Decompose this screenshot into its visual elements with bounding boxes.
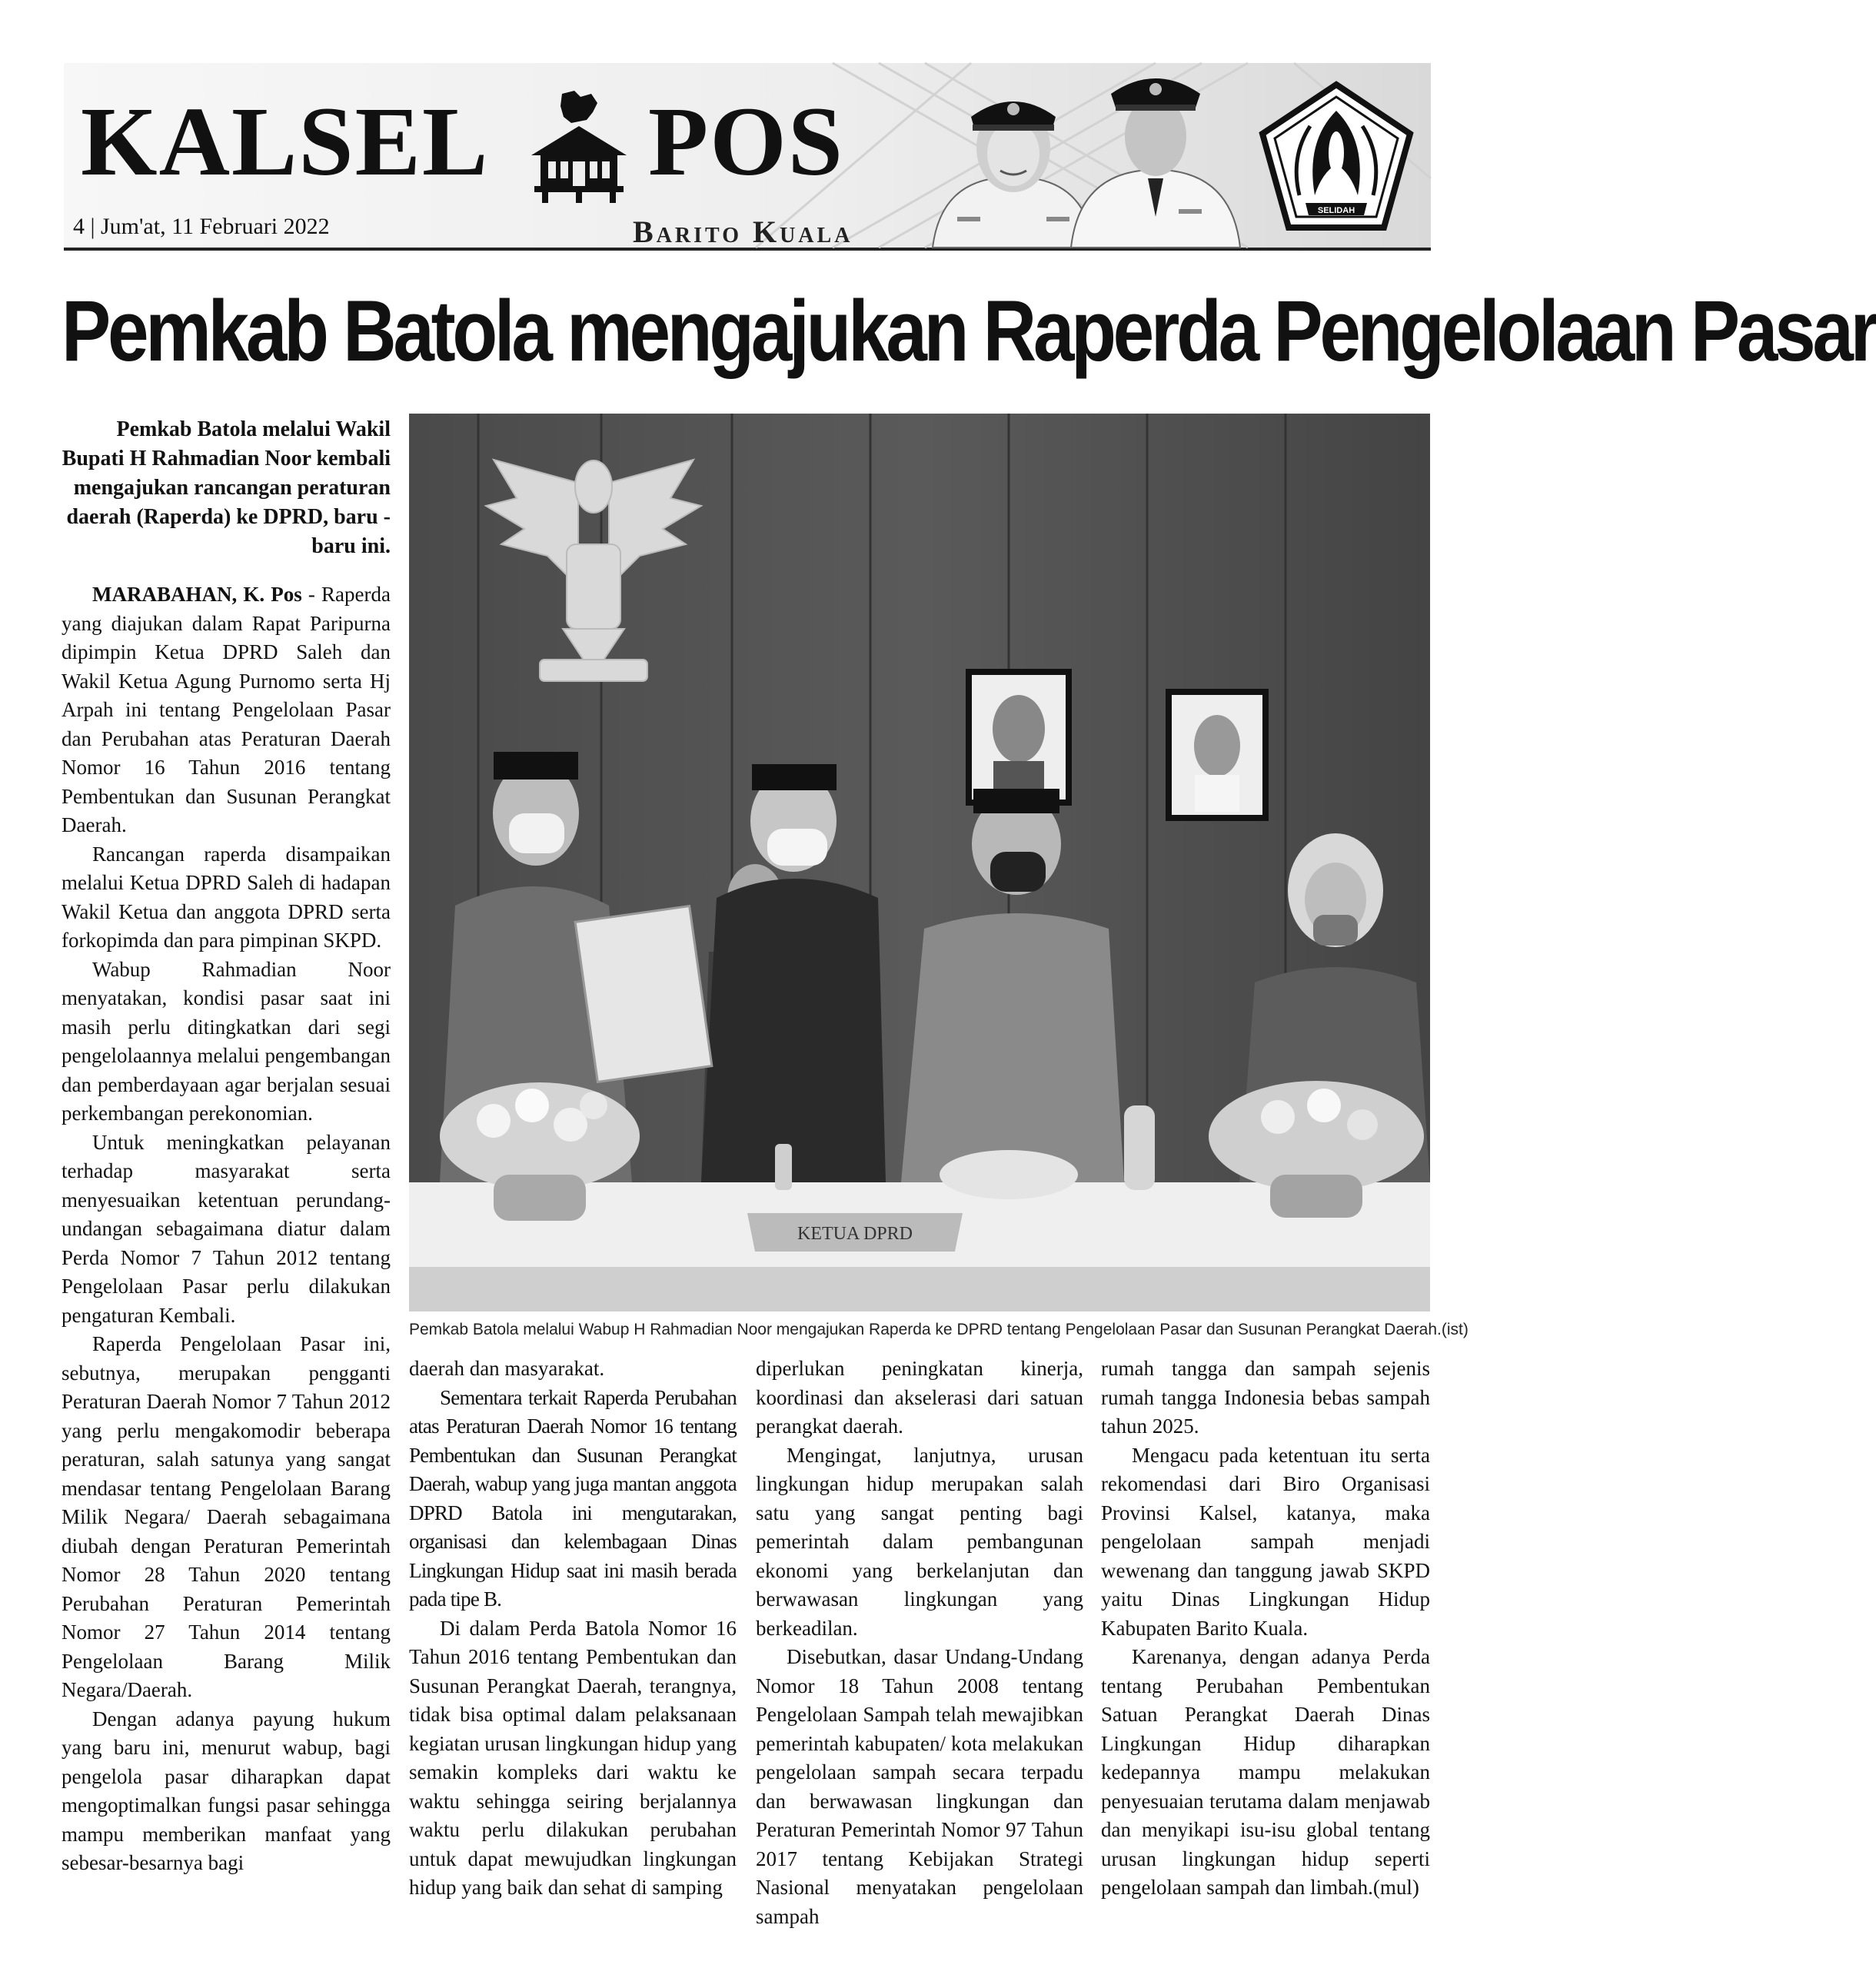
nameplate-text: KETUA DPRD — [797, 1224, 913, 1244]
paragraph: Untuk meningkatkan pelayanan terhadap masyarakat serta menyesuaikan ketentuan perundang-undangan sebagaimana diatur dalam Perda Nomor 7 Tahun 2012 tentang Pengelolaan Pasar perlu dilakukan pengaturan Kembali. — [62, 1130, 391, 1327]
news-photo — [409, 414, 1430, 1311]
paragraph: Mengingat, lanjutnya, urusan lingkungan hidup merupakan salah satu yang sangat penting bagi pemerintah dalam pembangunan ekonomi yang berkelanjutan dan berwawasan lingkungan yang berkeadilan. — [756, 1443, 1083, 1640]
paragraph: Disebutkan, dasar Undang-Undang Nomor 18 Tahun 2008 tentang Pengelolaan Sampah telah mewajibkan pemerintah kabupaten/ kota melakukan pengelolaan sampah secara terpadu dan berwawasan lingkungan dan Peraturan Pemerintah Nomor 97 Tahun 2017 tentang Kebijakan Strategi Nasional menyatakan pengelolaan sampah — [756, 1645, 1083, 1928]
paragraph: daerah dan masyarakat. — [409, 1357, 605, 1380]
paragraph: rumah tangga dan sampah sejenis rumah tangga Indonesia bebas sampah tahun 2025. — [1101, 1357, 1430, 1438]
column-1 — [62, 580, 391, 1878]
paragraph: Raperda Pengelolaan Pasar ini, sebutnya, merupakan pengganti Peraturan Daerah Nomor 7 Tahun 2012 yang perlu mengakomodir beberapa peraturan, salah satunya yang sangat mendasar tentang Pengelolaan Barang Milik Negara/ Daerah sebagaimana diubah dengan Peraturan Pemerintah Nomor 28 Tahun 2020 tentang Perubahan Peraturan Pemerintah Nomor 27 Tahun 2014 tentang Pengelolaan Barang Milik Negara/Daerah. — [62, 1332, 391, 1701]
column-4 — [1101, 1355, 1430, 1903]
brand-left: KALSEL — [81, 87, 490, 196]
headline: Pemkab Batola mengajukan Raperda Pengelolaan Pasar — [62, 283, 1876, 379]
paragraph: Karenanya, dengan adanya Perda tentang Perubahan Pembentukan Satuan Perangkat Daerah Dinas Lingkungan Hidup diharapkan kedepannya mampu melakukan penyesuaian terutama dalam menjawab dan menyikapi isu-isu global tentang urusan lingkungan hidup seperti pengelolaan sampah dan limbah.(mul) — [1101, 1645, 1430, 1899]
photo-caption: Pemkab Batola melalui Wabup H Rahmadian Noor mengajukan Raperda ke DPRD tentang Pengelolaan Pasar dan Susunan Perangkat Daerah.(ist) — [409, 1321, 1469, 1338]
seal-label: SELIDAH — [1317, 206, 1355, 215]
masthead — [64, 63, 1431, 251]
regency-seal — [1252, 80, 1421, 234]
paragraph: MARABAHAN, K. Pos - Raperda yang diajukan dalam Rapat Paripurna dipimpin Ketua DPRD Saleh dan Wakil Ketua Agung Purnomo serta Hj Arpah ini tentang Pengelolaan Pasar dan Perubahan atas Peraturan Daerah Nomor 16 Tahun 2016 tentang Pembentukan dan Susunan Perangkat Daerah. — [62, 583, 391, 836]
lede: Pemkab Batola melalui Wakil Bupati H Rahmadian Noor kembali mengajukan rancangan peraturan daerah (Raperda) ke DPRD, baru - baru ini. — [62, 417, 391, 558]
page-date: 4 | Jum'at, 11 Februari 2022 — [73, 214, 330, 239]
paragraph: diperlukan peningkatan kinerja, koordinasi dan akselerasi dari satuan perangkat daerah. — [756, 1357, 1083, 1438]
column-3 — [756, 1355, 1083, 1931]
paragraph: Dengan adanya payung hukum yang baru ini, menurut wabup, bagi pengelola pasar diharapkan dapat mengoptimalkan fungsi pasar sehingga mampu memberikan manfaat yang sebesar-besarnya bagi — [62, 1707, 391, 1874]
paragraph: Mengacu pada ketentuan itu serta rekomendasi dari Biro Organisasi Provinsi Kalsel, katanya, maka pengelolaan sampah menjadi wewenang dan tanggung jawab SKPD yaitu Dinas Lingkungan Hidup Kabupaten Barito Kuala. — [1101, 1443, 1430, 1640]
sub-brand: Barito Kuala — [633, 214, 853, 249]
officials-portrait — [917, 63, 1240, 248]
borneo-house-logo — [517, 89, 640, 204]
column-2 — [409, 1355, 737, 1903]
paragraph: Rancangan raperda disampaikan melalui Ketua DPRD Saleh di hadapan Wakil Ketua dan anggota DPRD serta forkopimda dan para pimpinan SKPD. — [62, 842, 391, 952]
brand-right: POS — [648, 87, 844, 196]
paragraph: Di dalam Perda Batola Nomor 16 Tahun 2016 tentang Pembentukan dan Susunan Perangkat Daerah, terangnya, tidak bisa optimal dalam pelaksanaan kegiatan urusan lingkungan hidup yang semakin kompleks dari waktu ke waktu sehingga seiring berjalannya waktu perlu dilakukan perubahan untuk dapat mewujudkan lingkungan hidup yang baik dan sehat di samping — [409, 1616, 737, 1899]
dateline: MARABAHAN, K. Pos — [92, 583, 302, 606]
paragraph: Wabup Rahmadian Noor menyatakan, kondisi pasar saat ini masih perlu ditingkatkan dari segi pengelolaannya melalui pengembangan dan pemberdayaan agar berjalan sesuai perkembangan perekonomian. — [62, 957, 391, 1125]
paragraph: Sementara terkait Raperda Perubahan atas Peraturan Daerah Nomor 16 tentang Pembentukan dan Susunan Perangkat Daerah, wabup yang juga mantan anggota DPRD Batola ini mengutarakan, organisasi dan kelembagaan Dinas Lingkungan Hidup saat ini masih berada pada tipe B. — [409, 1385, 737, 1611]
